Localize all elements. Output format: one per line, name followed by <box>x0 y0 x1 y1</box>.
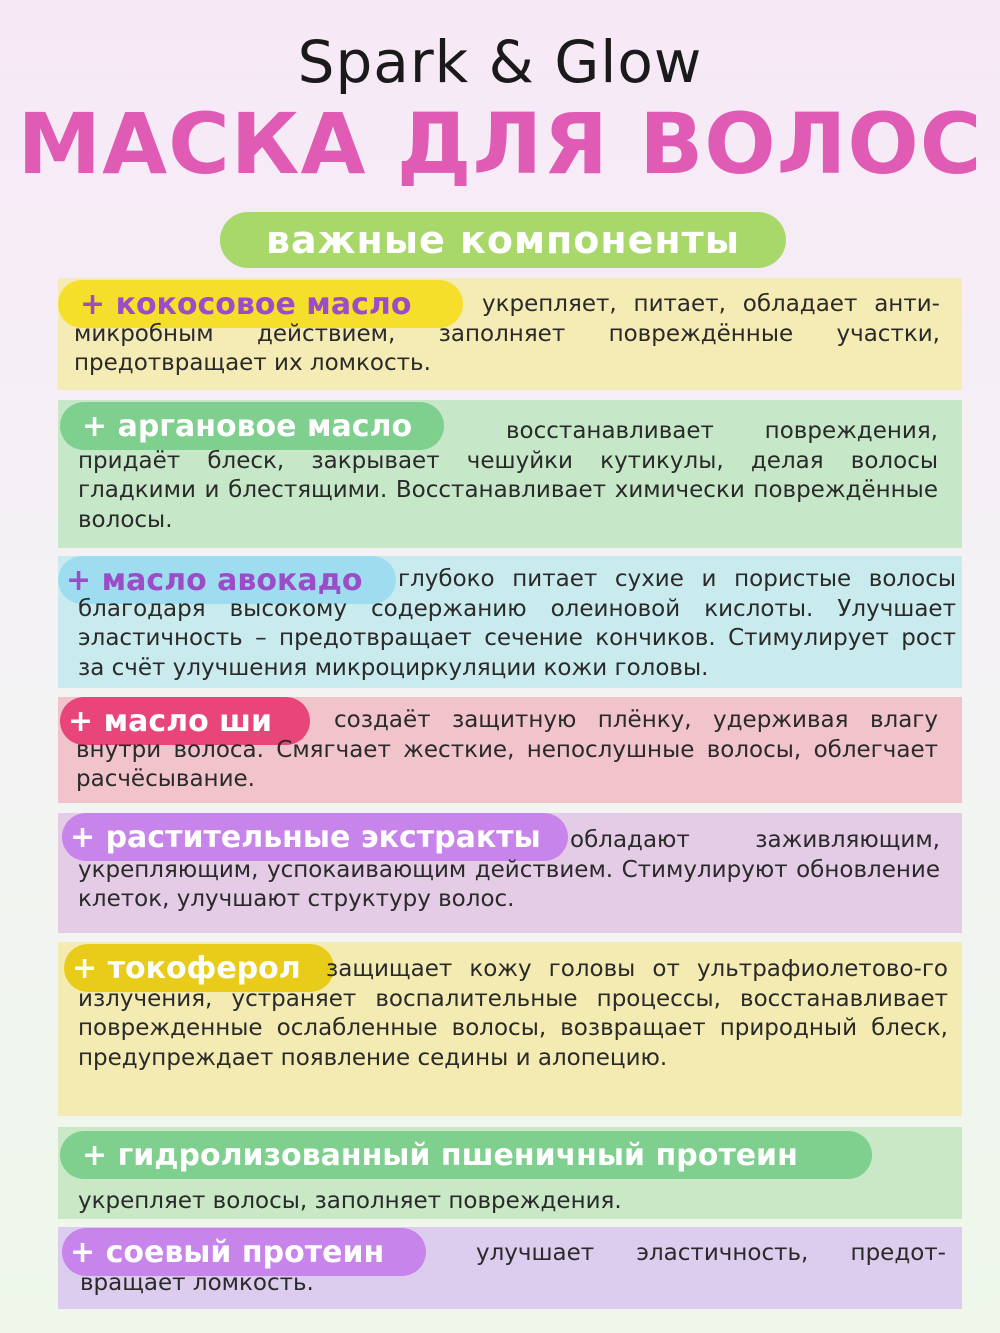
component-name: + соевый протеин <box>62 1228 426 1276</box>
component-card-tocopherol <box>58 942 962 1116</box>
component-card-coconut-oil <box>58 278 962 390</box>
component-card-plant-extracts <box>58 813 962 933</box>
component-name: + кокосовое масло <box>58 280 463 328</box>
component-name: + масло ши <box>60 697 310 745</box>
page-title: МАСКА ДЛЯ ВОЛОС <box>17 95 983 193</box>
component-description: укрепляет волосы, заполняет повреждения. <box>78 1188 622 1214</box>
component-description: защищает кожу головы от ультрафиолетово-го излучения, устраняет воспалительные процессы, восстанавливает поврежденные ослабленные волосы, возвращает природный блеск, предупреждает появление седины и алопецию. <box>78 956 948 1071</box>
component-card-soy-protein <box>58 1227 962 1309</box>
subtitle-badge: важные компоненты <box>220 212 786 268</box>
component-description: создаёт защитную плёнку, удерживая влагу внутри волоса. Смягчает жесткие, непослушные волосы, облегчает расчёсывание. <box>76 707 938 792</box>
component-name: + токоферол <box>64 944 334 992</box>
component-description: восстанавливает повреждения, придаёт блеск, закрывает чешуйки кутикулы, делая волосы гладкими и блестящими. Восстанавливает химически повреждённые волосы. <box>78 418 938 533</box>
brand-logo: Spark & Glow <box>297 28 703 96</box>
component-card-shea-butter <box>58 697 962 803</box>
component-card-avocado-oil <box>58 556 962 688</box>
component-description: обладают заживляющим, укрепляющим, успокаивающим действием. Стимулируют обновление клеток, улучшают структуру волос. <box>78 827 940 912</box>
component-name: + аргановое масло <box>60 402 444 450</box>
component-card-wheat-protein <box>58 1127 962 1219</box>
component-description: глубоко питает сухие и пористые волосы благодаря высокому содержанию олеиновой кислоты. Улучшает эластичность – предотвращает сечение кончиков. Стимулирует рост за счёт улучшения микроциркуляции кожи головы. <box>78 566 956 681</box>
component-name: + растительные экстракты <box>62 813 568 861</box>
component-description: улучшает эластичность, предот-вращает ломкость. <box>80 1240 946 1296</box>
component-name: + гидролизованный пшеничный протеин <box>60 1131 872 1179</box>
component-name: + масло авокадо <box>58 556 396 604</box>
component-description: укрепляет, питает, обладает анти-микробным действием, заполняет повреждённые участки, предотвращает их ломкость. <box>74 291 940 376</box>
component-card-argan-oil <box>58 400 962 548</box>
